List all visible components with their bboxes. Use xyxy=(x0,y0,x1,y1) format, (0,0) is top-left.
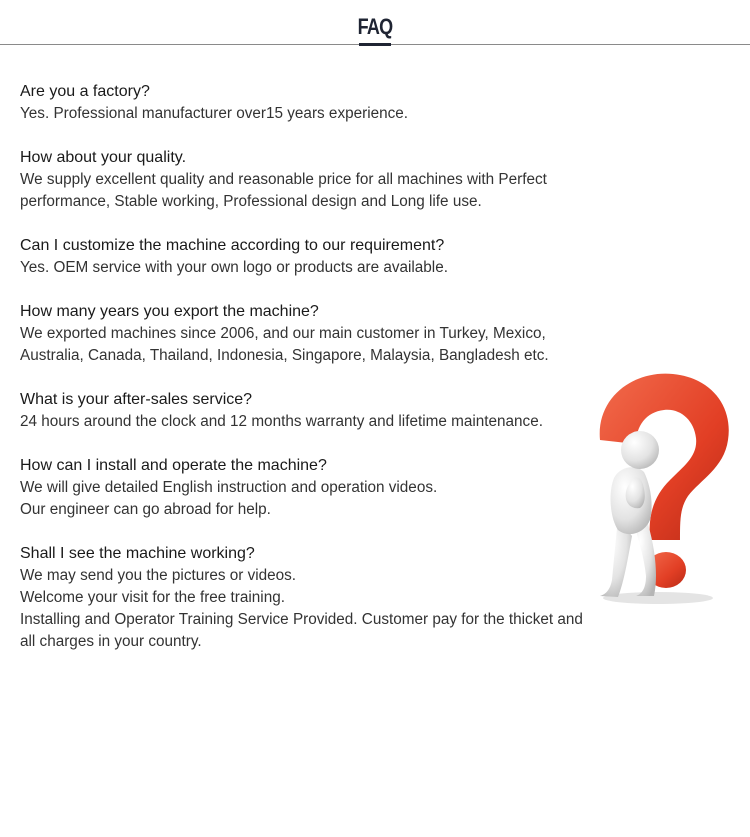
faq-answer-line: We will give detailed English instruction and operation videos. xyxy=(20,479,438,496)
faq-question: What is your after-sales service? xyxy=(20,391,253,408)
faq-question: How many years you export the machine? xyxy=(20,303,319,320)
faq-answer-line: Installing and Operator Training Service Provided. Customer pay for the thicket and xyxy=(20,611,583,628)
page-title: FAQ xyxy=(357,14,393,39)
faq-item xyxy=(20,455,580,521)
title-underline xyxy=(359,43,391,46)
faq-answer-line: We may send you the pictures or videos. xyxy=(20,567,297,584)
faq-answer-line: Yes. OEM service with your own logo or products are available. xyxy=(20,259,448,276)
faq-answer-line: 24 hours around the clock and 12 months warranty and lifetime maintenance. xyxy=(20,413,543,430)
faq-question: Are you a factory? xyxy=(20,83,150,100)
faq-item xyxy=(20,543,583,653)
faq-answer-line: performance, Stable working, Professional design and Long life use. xyxy=(20,193,482,210)
faq-question: How can I install and operate the machine? xyxy=(20,457,327,474)
faq-answer-line: Yes. Professional manufacturer over15 years experience. xyxy=(20,105,409,122)
faq-answer-line: Welcome your visit for the free training. xyxy=(20,589,285,606)
faq-question: Can I customize the machine according to our requirement? xyxy=(20,237,445,254)
faq-question: How about your quality. xyxy=(20,149,187,166)
faq-item xyxy=(20,235,580,279)
faq-item xyxy=(20,81,580,125)
faq-answer-line: all charges in your country. xyxy=(20,633,202,650)
faq-answer-line: Our engineer can go abroad for help. xyxy=(20,501,271,518)
faq-answer-line: Australia, Canada, Thailand, Indonesia, Singapore, Malaysia, Bangladesh etc. xyxy=(20,347,549,364)
faq-question: Shall I see the machine working? xyxy=(20,545,255,562)
thinking-figure-question-mark-icon xyxy=(588,368,738,608)
faq-item xyxy=(20,301,580,367)
faq-answer-line: We supply excellent quality and reasonable price for all machines with Perfect xyxy=(20,171,547,188)
faq-header xyxy=(0,0,750,50)
faq-list xyxy=(20,81,583,675)
faq-answer-line: We exported machines since 2006, and our main customer in Turkey, Mexico, xyxy=(20,325,546,342)
faq-item xyxy=(20,147,580,213)
faq-item xyxy=(20,389,580,433)
